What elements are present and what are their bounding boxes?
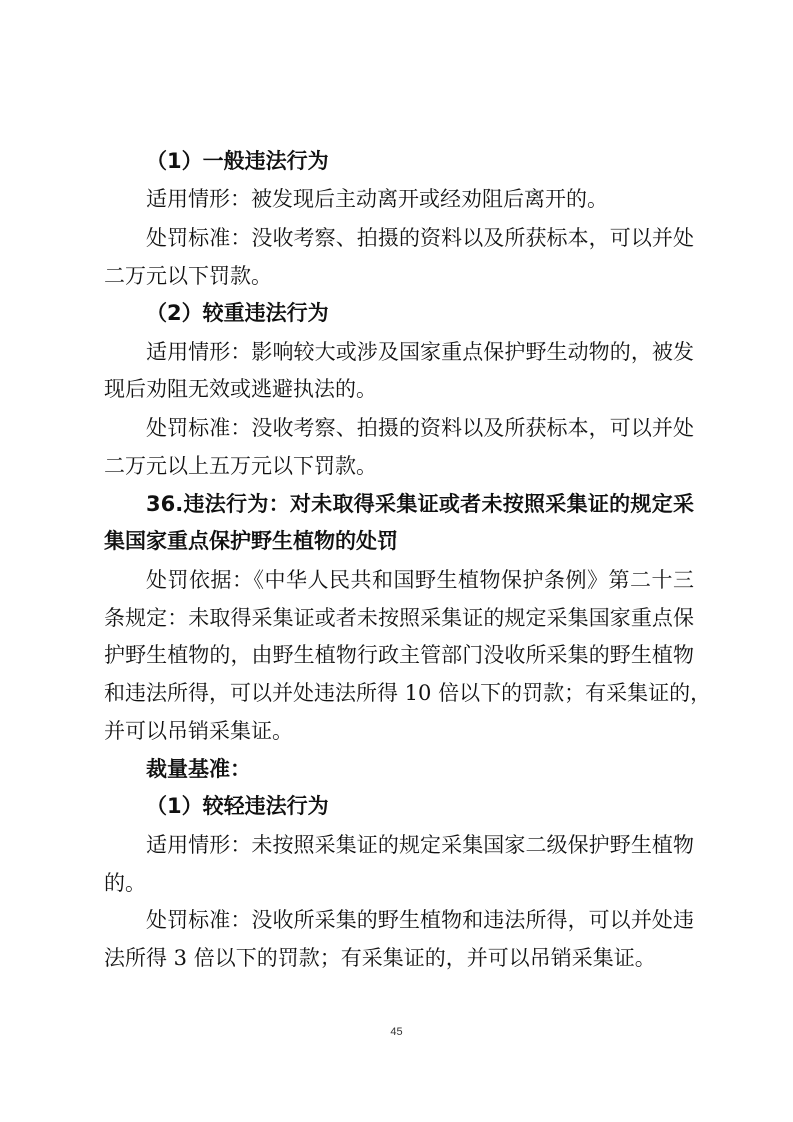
- item-36-title: 36.违法行为：对未取得采集证或者未按照采集证的规定采: [146, 492, 694, 516]
- scope-text: 适用情形：影响较大或涉及国家重点保护野生动物的，被发: [146, 340, 694, 364]
- scope-text-cont: 现后劝阻无效或逃避执法的。: [104, 377, 377, 401]
- penalty-text: 处罚标准：没收考察、拍摄的资料以及所获标本，可以并处: [146, 226, 694, 250]
- penalty-text-cont: 法所得 3 倍以下的罚款；有采集证的，并可以吊销采集证。: [104, 946, 656, 970]
- section-heading-general: （1）一般违法行为: [146, 149, 329, 173]
- basis-text: 处罚依据：《中华人民共和国野生植物保护条例》第二十三: [146, 568, 694, 592]
- item-36-title-cont: 集国家重点保护野生植物的处罚: [104, 529, 398, 553]
- basis-text-cont: 和违法所得，可以并处违法所得 10 倍以下的罚款；有采集证的，: [104, 681, 712, 705]
- page-number: 45: [390, 1026, 403, 1038]
- penalty-text-cont: 二万元以上五万元以下罚款。: [104, 454, 377, 478]
- scope-text: 适用情形：被发现后主动离开或经劝阻后离开的。: [146, 187, 608, 211]
- section-heading-minor: （1）较轻违法行为: [146, 794, 329, 818]
- standard-heading: 裁量基准：: [146, 757, 251, 781]
- basis-text-cont: 条规定：未取得采集证或者未按照采集证的规定采集国家重点保: [104, 606, 694, 630]
- penalty-text-cont: 二万元以下罚款。: [104, 264, 272, 288]
- scope-text: 适用情形：未按照采集证的规定采集国家二级保护野生植物: [146, 833, 694, 857]
- section-heading-serious: （2）较重违法行为: [146, 301, 329, 325]
- basis-text-cont: 护野生植物的，由野生植物行政主管部门没收所采集的野生植物: [104, 643, 694, 667]
- penalty-text: 处罚标准：没收考察、拍摄的资料以及所获标本，可以并处: [146, 416, 694, 440]
- penalty-text: 处罚标准：没收所采集的野生植物和违法所得，可以并处违: [146, 908, 694, 932]
- scope-text-cont: 的。: [104, 871, 146, 895]
- basis-text-cont: 并可以吊销采集证。: [104, 719, 293, 743]
